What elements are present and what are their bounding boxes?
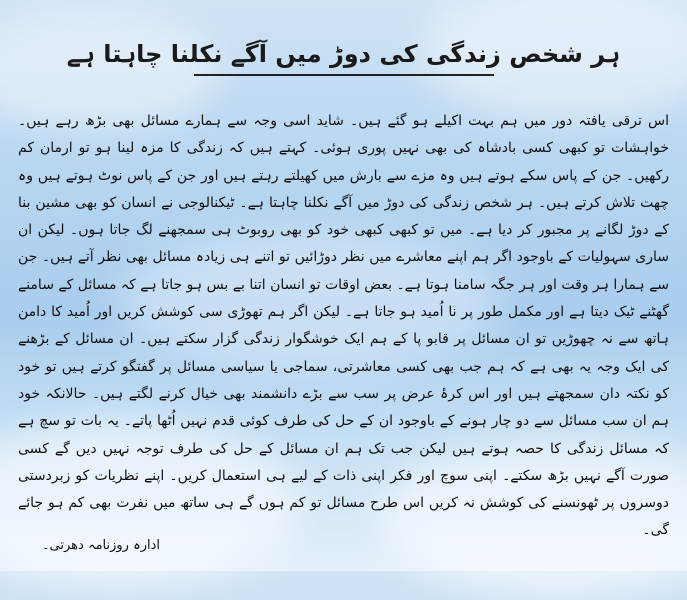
article-title: ہر شخص زندگی کی دوڑ میں آگے نکلنا چاہتا ہے	[66, 40, 621, 68]
article-body: اس ترقی یافتہ دور میں ہم بہت اکیلے ہو گئے ہیں۔ شاید اسی وجہ سے ہمارے مسائل بھی بڑھ رہے ہیں۔ خواہشات تو کبھی کسی بادشاہ کی بھی نہیں پوری ہوئی۔ کہتے ہیں کہ زندگی کا مزہ لینا ہو تو ارمان کم رکھیں۔ جن کے پاس سکے ہوتے ہیں وہ مزے سے بارش میں کھیلتے رہتے ہیں اور جن کے پاس نوٹ ہوتے ہیں وہ چھت تلاش کرتے ہیں۔ ہر شخص زندگی کی دوڑ میں آگے نکلنا چاہتا ہے۔ ٹیکنالوجی نے انسان کو بھی مشین بنا کے دوڑ لگانے پر مجبور کر دیا ہے۔ میں تو کبھی کبھی خود کو بھی روبوٹ ہی سمجھنے لگ جاتا ہوں۔ لیکن ان ساری سہولیات کے باوجود اگر ہم اپنے معاشرے میں نظر دوڑائیں تو اتنے ہی زیادہ مسائل بھی نظر آتے ہیں۔ جن سے ہمارا ہر وقت اور ہر جگہ سامنا ہوتا ہے۔ بعض اوقات تو انسان اتنا بے بس ہو جاتا ہے کہ مسائل کے سامنے گھٹنے ٹیک دیتا ہے اور مکمل طور پر نا اُمید ہو جاتا ہے۔ لیکن اگر ہم تھوڑی سی کوشش کریں اور اُمید کا دامن ہاتھ سے نہ چھوڑیں تو ان مسائل پر قابو پا کے ہم ایک خوشگوار زندگی گزار سکتے ہیں۔ ان مسائل کے بڑھنے کی ایک وجہ یہ بھی ہے کہ ہم جب بھی کسی معاشرتی، سماجی یا سیاسی مسائل پر گفتگو کرتے ہیں تو خود کو نکتہ دان سمجھتے ہیں اور اس کرۂ عرض پر سب سے بڑے دانشمند بھی خیال کرنے لگتے ہیں۔ حالانکہ خود ہم ان سب مسائل سے دو چار ہونے کے باوجود ان کے حل کی طرف کوئی قدم نہیں اُٹھا پاتے۔ یہ بات تو سچ ہے کہ مسائل زندگی کا حصہ ہوتے ہیں لیکن جب تک ہم ان مسائل کے حل کی طرف توجہ نہیں دیں گے کسی صورت آگے نہیں بڑھ سکتے۔ اپنی سوچ اور فکر اپنی ذات کے لیے ہی استعمال کریں۔ اپنے نظریات کو زبردستی دوسروں پر ٹھونسنے کی کوشش نہ کریں اس طرح مسائل تو کم ہوں گے ہی ساتھ میں نفرت بھی کم ہو جائے گی۔	[18, 113, 669, 539]
source-credit: ادارہ روزنامہ دھرتی۔	[41, 538, 160, 553]
title-underline	[194, 74, 494, 76]
